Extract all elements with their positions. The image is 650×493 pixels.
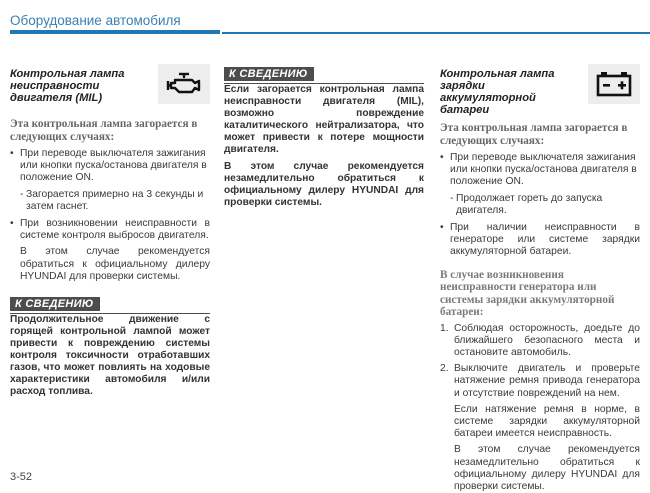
mil-bullet-1-sub: - Загорается примерно на 3 секунды и затем гаснет. — [20, 188, 204, 212]
mil-icon-box — [158, 64, 210, 104]
mil-bullet-2: • При возникновении неисправности в системе контроля выбросов двигателя. — [10, 218, 210, 242]
left-column — [10, 62, 210, 398]
page-number: 3-52 — [10, 471, 33, 483]
battery-step-2-para-1: Если натяжение ремня в норме, в системе зарядки аккумуляторной батареи имеется неисправность. — [454, 403, 640, 440]
battery-bullet-2: • При наличии неисправности в генераторе или системе зарядки аккумуляторной батареи. — [440, 222, 640, 259]
right-column — [440, 62, 640, 493]
battery-step-2: 2. Выключите двигатель и проверьте натяжение ремня привода генератора и отсутствие повреждений на нем. — [440, 363, 640, 399]
battery-lead-2: В случае возникновения неисправности генератора или системы зарядки аккумуляторной батареи: — [440, 268, 615, 319]
note-underline — [10, 313, 210, 314]
battery-step-1: 1. Соблюдая осторожность, доедьте до ближайшего безопасного места и остановите автомобиль. — [440, 322, 640, 359]
battery-heading: Контрольная лампа зарядки аккумуляторной батареи — [440, 68, 555, 116]
note-label: К СВЕДЕНИЮ — [10, 297, 100, 311]
note-label: К СВЕДЕНИЮ — [224, 67, 314, 81]
mil-bullet-1: • При переводе выключателя зажигания или кнопки пуска/останова двигателя в положение ON. — [10, 148, 210, 185]
mil-note — [10, 297, 210, 398]
mil-heading: Контрольная лампа неисправности двигателя (MIL) — [10, 68, 125, 104]
battery-bullet-1-sub: - Продолжает гореть до запуска двигателя. — [450, 192, 603, 216]
battery-icon-box — [588, 64, 640, 104]
battery-bullet-1: • При переводе выключателя зажигания или кнопки пуска/останова двигателя в положение ON. — [440, 152, 640, 189]
middle-column — [224, 67, 424, 209]
header-divider-thin — [222, 32, 650, 34]
note-text-1: Если загорается контрольная лампа неисправности двигателя (MIL), возможно повреждение каталитического нейтрализатора, что может привести к потере мощности двигателя. — [224, 84, 424, 156]
note-underline — [224, 83, 424, 84]
section-title: Оборудование автомобиля — [10, 13, 181, 28]
catalyst-note — [224, 67, 424, 209]
mil-bullet-2-para: В этом случае рекомендуется обратиться к официальному дилеру HYUNDAI для проверки системы. — [20, 246, 210, 282]
note-text-2: В этом случае рекомендуется незамедлительно обратиться к официальному дилеру HYUNDAI для проверки системы. — [224, 161, 424, 209]
header-divider-thick — [10, 30, 220, 34]
mil-lead: Эта контрольная лампа загорается в следующих случаях: — [10, 118, 198, 143]
battery-step-2-para-2: В этом случае рекомендуется незамедлительно обратиться к официальному дилеру HYUNDAI для проверки системы. — [454, 444, 640, 493]
engine-check-icon — [165, 71, 203, 97]
battery-charge-icon — [595, 70, 633, 98]
note-text: Продолжительное движение с горящей контрольной лампой может привести к повреждению системы контроля токсичности отработавших газов, что может повлиять на ходовые характеристики автомобиля и/или расход топлива. — [10, 314, 210, 398]
battery-lead: Эта контрольная лампа загорается в следующих случаях: — [440, 122, 628, 147]
